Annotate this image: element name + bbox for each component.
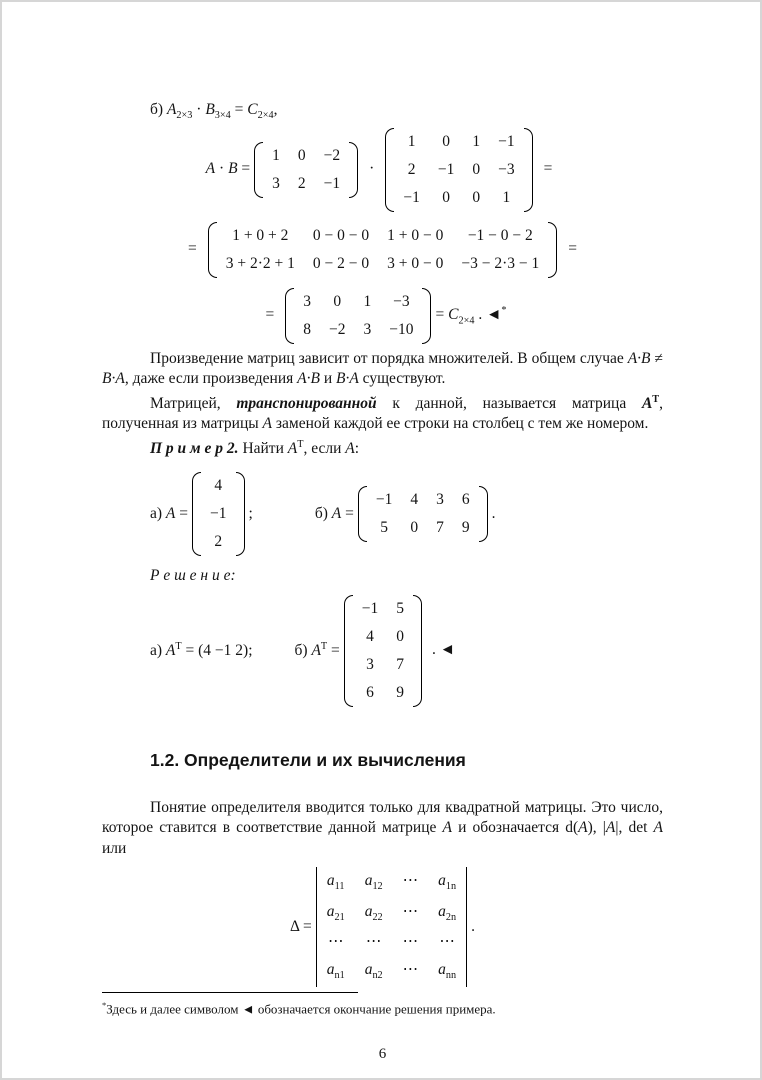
expanded-sum-body: 1 + 0 + 2 0 − 0 − 0 1 + 0 − 0 −1 − 0 − 2 3 + 2·2 + 1 0 − 2 − 0 3 + 0 − 0 −3 − 2·3 − 1: [225, 226, 540, 272]
example-a-label: а) A =: [150, 504, 189, 522]
equation-label-line: б) $A_{2\times 3} \cdot B_{3\times 4} = C_{2\times 4}$,: [150, 101, 278, 122]
equals-sign: =: [568, 240, 577, 258]
result-suffix-end-of-solution: = $C_{2\times 4}$ . ◄*: [435, 304, 507, 326]
left-paren: [192, 472, 201, 556]
period: .: [491, 504, 496, 522]
example-b-label: б) A =: [314, 504, 354, 522]
right-paren: [236, 472, 245, 556]
result-matrix-equation: [102, 288, 663, 344]
right-paren: [548, 222, 557, 278]
example-matrix-a: [192, 472, 245, 556]
right-paren: [349, 142, 358, 198]
example-matrix-b-body: −1 4 3 6 5 0 7 9: [375, 491, 470, 537]
matrix-a: [254, 142, 358, 198]
result-matrix-c: [285, 288, 431, 344]
end-of-solution-marker: . ◄: [432, 641, 456, 659]
example-2-header: П р и м е р 2. Найти $A^T$, если A:: [150, 438, 360, 457]
transposed-matrix-b: [344, 595, 422, 707]
section-heading-1-2: 1.2. Определители и их вычисления: [150, 749, 466, 770]
multiply-operator: ·: [369, 160, 375, 178]
right-determinant-bar: [466, 867, 467, 987]
delta-lhs: Δ =: [289, 917, 312, 935]
example-2-matrices-line: [150, 472, 663, 556]
expanded-sum-matrix: [208, 222, 558, 278]
transposed-matrix-b-body: −1 5 4 0 3 7 6 9: [361, 599, 405, 701]
product-lhs: A · B =: [205, 160, 251, 178]
left-paren: [358, 486, 367, 542]
right-paren: [422, 288, 431, 344]
determinant-equation: [102, 867, 663, 987]
determinant-matrix-body: $a_{11}$ $a_{12}$ ⋯ $a_{1n}$ $a_{21}$ $a_{22}$ ⋯ $a_{2n}$ ⋯ ⋯ ⋯ ⋯ $a_{n1}$ $a_{n2}$ ⋯ $a_{nn}$: [326, 872, 457, 982]
solution-label: Р е ш е н и е:: [150, 567, 236, 585]
page-number: 6: [378, 1046, 387, 1063]
matrix-b: [385, 128, 532, 212]
left-paren: [385, 128, 394, 212]
expanded-sum-equation: [102, 222, 663, 278]
period: .: [471, 917, 475, 935]
left-paren: [344, 595, 353, 707]
footnote-text: *Здесь и далее символом ◄ обозначается окончание решения примера.: [102, 999, 496, 1017]
paragraph-product-order: Произведение матриц зависит от порядка множителей. В общем случае A·B ≠ B·A, даже если произведения A·B и B·A существуют.: [102, 349, 664, 388]
solution-b-label: б) $A^T$ =: [294, 640, 340, 659]
matrix-product-equation: [102, 128, 663, 212]
solution-line: [150, 595, 663, 707]
paragraph-determinant-definition: Понятие определителя вводится только для квадратной матрицы. Это число, которое ставится в соответствие данной матрице A и обозначается d(A), |A|, det A или: [102, 798, 664, 857]
right-paren: [479, 486, 488, 542]
matrix-a-body: 1 0 −2 3 2 −1: [272, 146, 341, 192]
example-matrix-a-body: 4 −1 2: [210, 477, 227, 551]
matrix-b-body: 1 0 1 −1 2 −1 0 −3 −1 0 0 1: [403, 132, 515, 206]
footnote-separator: [102, 992, 358, 993]
determinant-matrix: [316, 867, 467, 987]
example-matrix-b: [358, 486, 488, 542]
left-paren: [285, 288, 294, 344]
equals-sign: =: [265, 306, 275, 324]
equals-sign: =: [187, 240, 197, 258]
equals-sign: =: [543, 160, 553, 178]
left-paren: [254, 142, 263, 198]
left-paren: [208, 222, 217, 278]
paragraph-transpose-definition: Матрицей, транспонированной к данной, называется матрица $A^T$, полученная из матрицы A заменой каждой ее строки на столбец с тем же номером.: [102, 393, 663, 433]
solution-a: а) $A^T = (4 -1$ 2);: [150, 640, 253, 659]
right-paren: [524, 128, 533, 212]
result-matrix-body: 3 0 1 −3 8 −2 3 −10: [303, 292, 414, 338]
right-paren: [413, 595, 422, 707]
semicolon: ;: [248, 504, 253, 522]
